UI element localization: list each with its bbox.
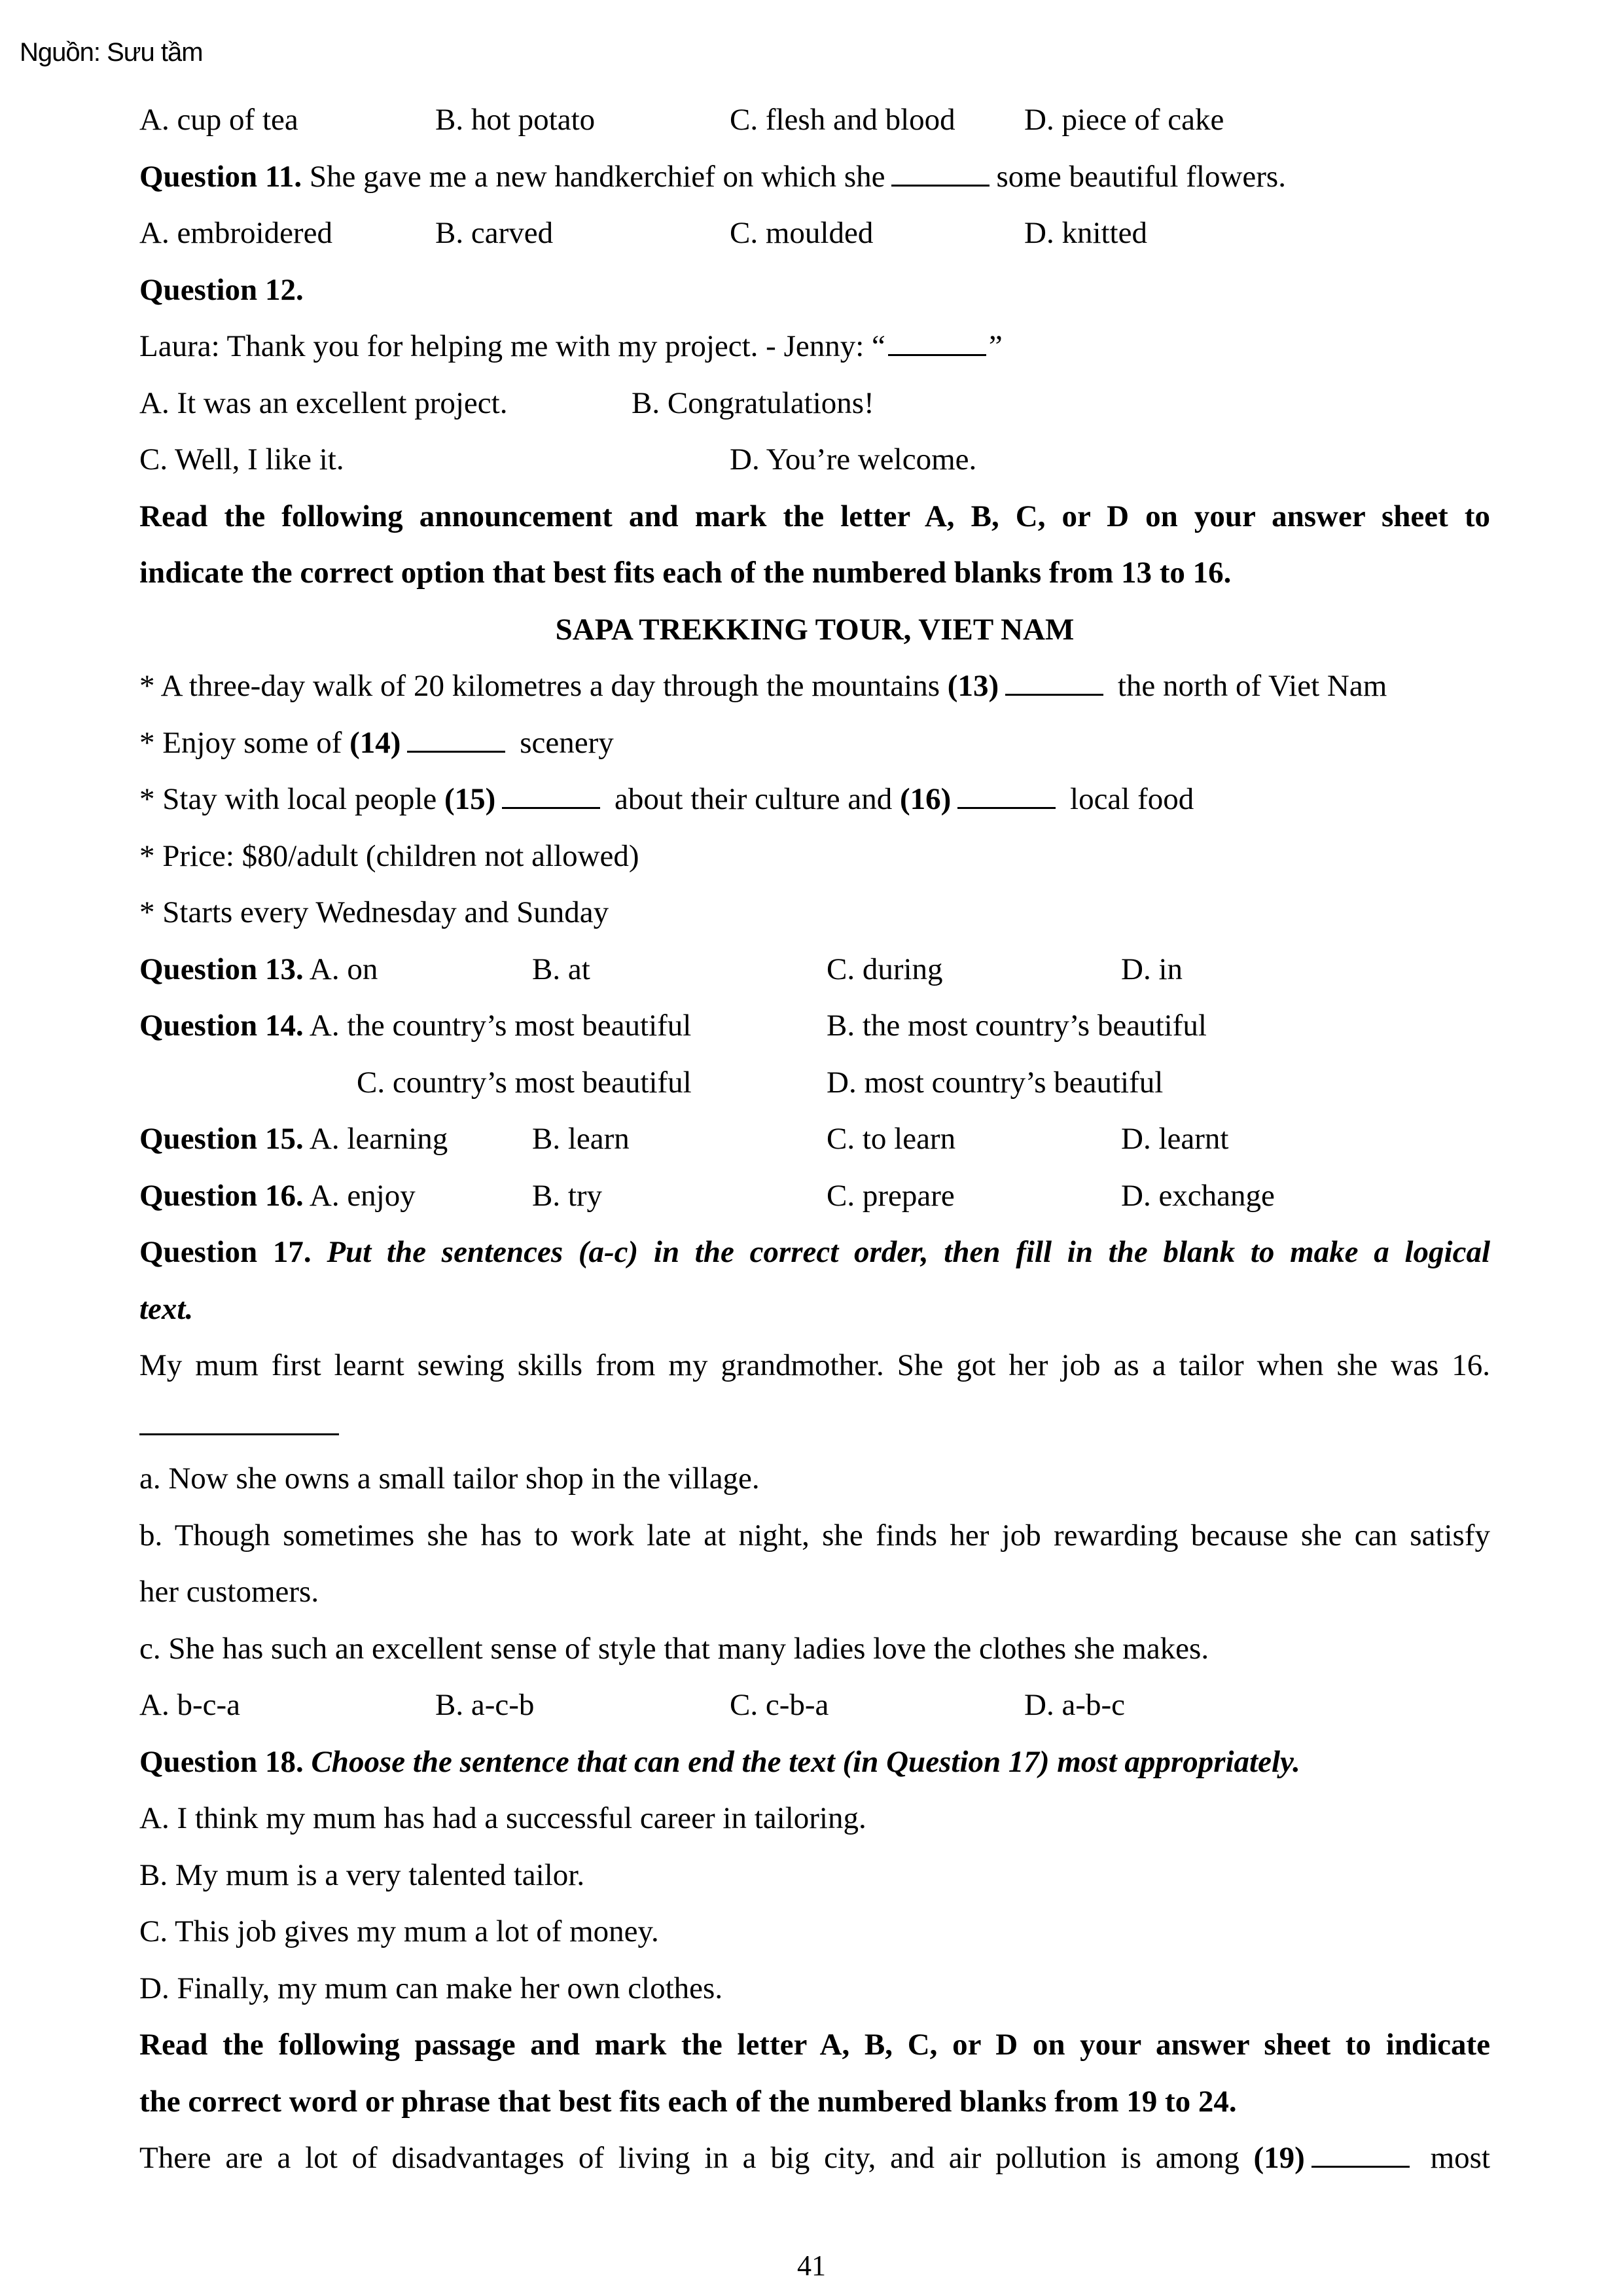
- q16-option-a: A. enjoy: [309, 1178, 416, 1213]
- q17-sentence-a: a. Now she owns a small tailor shop in the village.: [139, 1462, 760, 1496]
- q17-option-b: B. a-c-b: [435, 1688, 535, 1722]
- q11-label: Question 11.: [139, 159, 302, 194]
- q17-intro: My mum first learnt sewing skills from my grandmother. She got her job as a tailor when she was 16.: [139, 1348, 1490, 1382]
- q13-option-b: B. at: [532, 952, 590, 986]
- blank-number: (13): [947, 669, 999, 703]
- q13-option-d: D. in: [1121, 952, 1183, 986]
- answer-blank: [1005, 668, 1103, 696]
- q12-option-c: C. Well, I like it.: [139, 442, 344, 476]
- q15-option-d: D. learnt: [1121, 1122, 1229, 1156]
- blank-number: (16): [899, 782, 952, 816]
- passage-text: most: [1416, 2141, 1490, 2175]
- bullet-text: the north of Viet Nam: [1110, 669, 1387, 703]
- bullet-text: * Stay with local people: [139, 782, 444, 816]
- q10-option-a: A. cup of tea: [139, 103, 298, 137]
- q18-option-b: B. My mum is a very talented tailor.: [139, 1857, 585, 1892]
- q13-option-c: C. during: [827, 952, 943, 986]
- q17-sentence-b: b. Though sometimes she has to work late at night, she finds her job rewarding because she can satisfy: [139, 1518, 1490, 1552]
- source-label: Nguồn: Sưu tầm: [20, 38, 203, 67]
- q12-option-b: B. Congratulations!: [632, 386, 874, 420]
- q18-option-d: D. Finally, my mum can make her own clothes.: [139, 1971, 723, 2005]
- q13-label: Question 13.: [139, 952, 304, 986]
- q17-option-d: D. a-b-c: [1024, 1688, 1125, 1722]
- announcement-bullet: [139, 658, 1490, 715]
- q13-option-a: A. on: [309, 952, 378, 986]
- blank-number: (14): [349, 725, 401, 760]
- q16-option-d: D. exchange: [1121, 1178, 1275, 1213]
- q12-option-a: A. It was an excellent project.: [139, 386, 508, 420]
- q12-options-row1: [139, 375, 1490, 432]
- announcement-bullet: [139, 715, 1490, 772]
- q15-label: Question 15.: [139, 1122, 304, 1156]
- answer-blank: [891, 158, 990, 187]
- q10-options: [139, 92, 1490, 149]
- announcement-bullet: [139, 771, 1490, 828]
- q14-option-d: D. most country’s beautiful: [827, 1065, 1164, 1100]
- q14-label: Question 14.: [139, 1009, 304, 1043]
- q15: [139, 1111, 1490, 1168]
- q15-option-c: C. to learn: [827, 1122, 956, 1156]
- blank-number: (19): [1253, 2141, 1305, 2175]
- q11-text-after: some beautiful flowers.: [996, 159, 1286, 194]
- answer-blank: [957, 781, 1056, 809]
- bullet-text: * A three-day walk of 20 kilometres a day through the mountains: [139, 669, 948, 703]
- exam-page-content: [139, 92, 1490, 2187]
- section1-instruction-line2: indicate the correct option that best fits each of the numbered blanks from 13 to 16.: [139, 556, 1232, 590]
- q17-answer-line: [139, 1394, 1490, 1451]
- bullet-text: * Enjoy some of: [139, 725, 350, 760]
- announcement-title: SAPA TREKKING TOUR, VIET NAM: [555, 612, 1075, 647]
- q11-stem: [139, 149, 1490, 206]
- q17-sentence-b-cont: her customers.: [139, 1575, 319, 1609]
- q10-option-d: D. piece of cake: [1024, 103, 1224, 137]
- answer-blank: [139, 1394, 339, 1435]
- answer-blank: [888, 328, 986, 356]
- q11-option-d: D. knitted: [1024, 216, 1147, 250]
- announcement-bullet: * Price: $80/adult (children not allowed): [139, 838, 639, 873]
- q15-option-b: B. learn: [532, 1122, 630, 1156]
- bullet-text: about their culture and: [607, 782, 900, 816]
- q17-instruction: [139, 1224, 1490, 1281]
- bullet-text: local food: [1062, 782, 1194, 816]
- section2-instruction-line2: the correct word or phrase that best fits each of the numbered blanks from 19 to 24.: [139, 2084, 1237, 2119]
- blank-number: (15): [444, 782, 496, 816]
- q12-option-d: D. You’re welcome.: [730, 442, 977, 476]
- q16-option-b: B. try: [532, 1178, 603, 1213]
- q17-option-a: A. b-c-a: [139, 1688, 240, 1722]
- q12-dialogue: [139, 318, 1490, 375]
- q12-dialogue-after: ”: [988, 329, 1003, 363]
- announcement-bullet: * Starts every Wednesday and Sunday: [139, 895, 609, 929]
- q11-option-c: C. moulded: [730, 216, 874, 250]
- q16-option-c: C. prepare: [827, 1178, 955, 1213]
- q10-option-c: C. flesh and blood: [730, 103, 955, 137]
- q18-instruction-text: Choose the sentence that can end the text (in Question 17) most appropriately.: [311, 1744, 1300, 1779]
- q13: [139, 941, 1490, 998]
- q14-option-b: B. the most country’s beautiful: [827, 1009, 1207, 1043]
- q15-option-a: A. learning: [309, 1122, 448, 1156]
- answer-blank: [502, 781, 600, 809]
- answer-blank: [407, 725, 505, 753]
- bullet-text: scenery: [512, 725, 614, 760]
- q17-label: Question 17.: [139, 1235, 312, 1269]
- section2-instruction-line1: Read the following passage and mark the letter A, B, C, or D on your answer sheet to indicate: [139, 2028, 1490, 2062]
- q17-instruction-line1: Put the sentences (a-c) in the correct order, then fill in the blank to make a logical: [327, 1235, 1490, 1269]
- q12-label: Question 12.: [139, 272, 304, 307]
- q17-instruction-line2: text.: [139, 1291, 194, 1326]
- passage-line: [139, 2130, 1490, 2187]
- q12-options-row2: [139, 431, 1490, 488]
- q18-option-a: A. I think my mum has had a successful career in tailoring.: [139, 1801, 866, 1835]
- q11-option-a: A. embroidered: [139, 216, 332, 250]
- q18-label: Question 18.: [139, 1744, 304, 1779]
- q17-option-c: C. c-b-a: [730, 1688, 829, 1722]
- q16: [139, 1168, 1490, 1225]
- q17-options: [139, 1677, 1490, 1734]
- q11-options: [139, 205, 1490, 262]
- q12-dialogue-before: Laura: Thank you for helping me with my project. - Jenny: “: [139, 329, 885, 363]
- q14-option-a: A. the country’s most beautiful: [309, 1009, 692, 1043]
- q14-option-c: C. country’s most beautiful: [357, 1065, 692, 1100]
- passage-text: There are a lot of disadvantages of living in a big city, and air pollution is among: [139, 2141, 1254, 2175]
- page-number: 41: [797, 2250, 826, 2282]
- q18-instruction: [139, 1734, 1490, 1791]
- q16-label: Question 16.: [139, 1178, 304, 1213]
- q18-option-c: C. This job gives my mum a lot of money.: [139, 1914, 659, 1948]
- q14-row1: [139, 997, 1490, 1054]
- answer-blank: [1311, 2140, 1410, 2168]
- q11-text-before: She gave me a new handkerchief on which she: [309, 159, 885, 194]
- q17-sentence-c: c. She has such an excellent sense of style that many ladies love the clothes she makes.: [139, 1631, 1209, 1666]
- section1-instruction-line1: Read the following announcement and mark the letter A, B, C, or D on your answer sheet to: [139, 499, 1490, 533]
- q14-row2: [139, 1054, 1490, 1111]
- q10-option-b: B. hot potato: [435, 103, 596, 137]
- q11-option-b: B. carved: [435, 216, 554, 250]
